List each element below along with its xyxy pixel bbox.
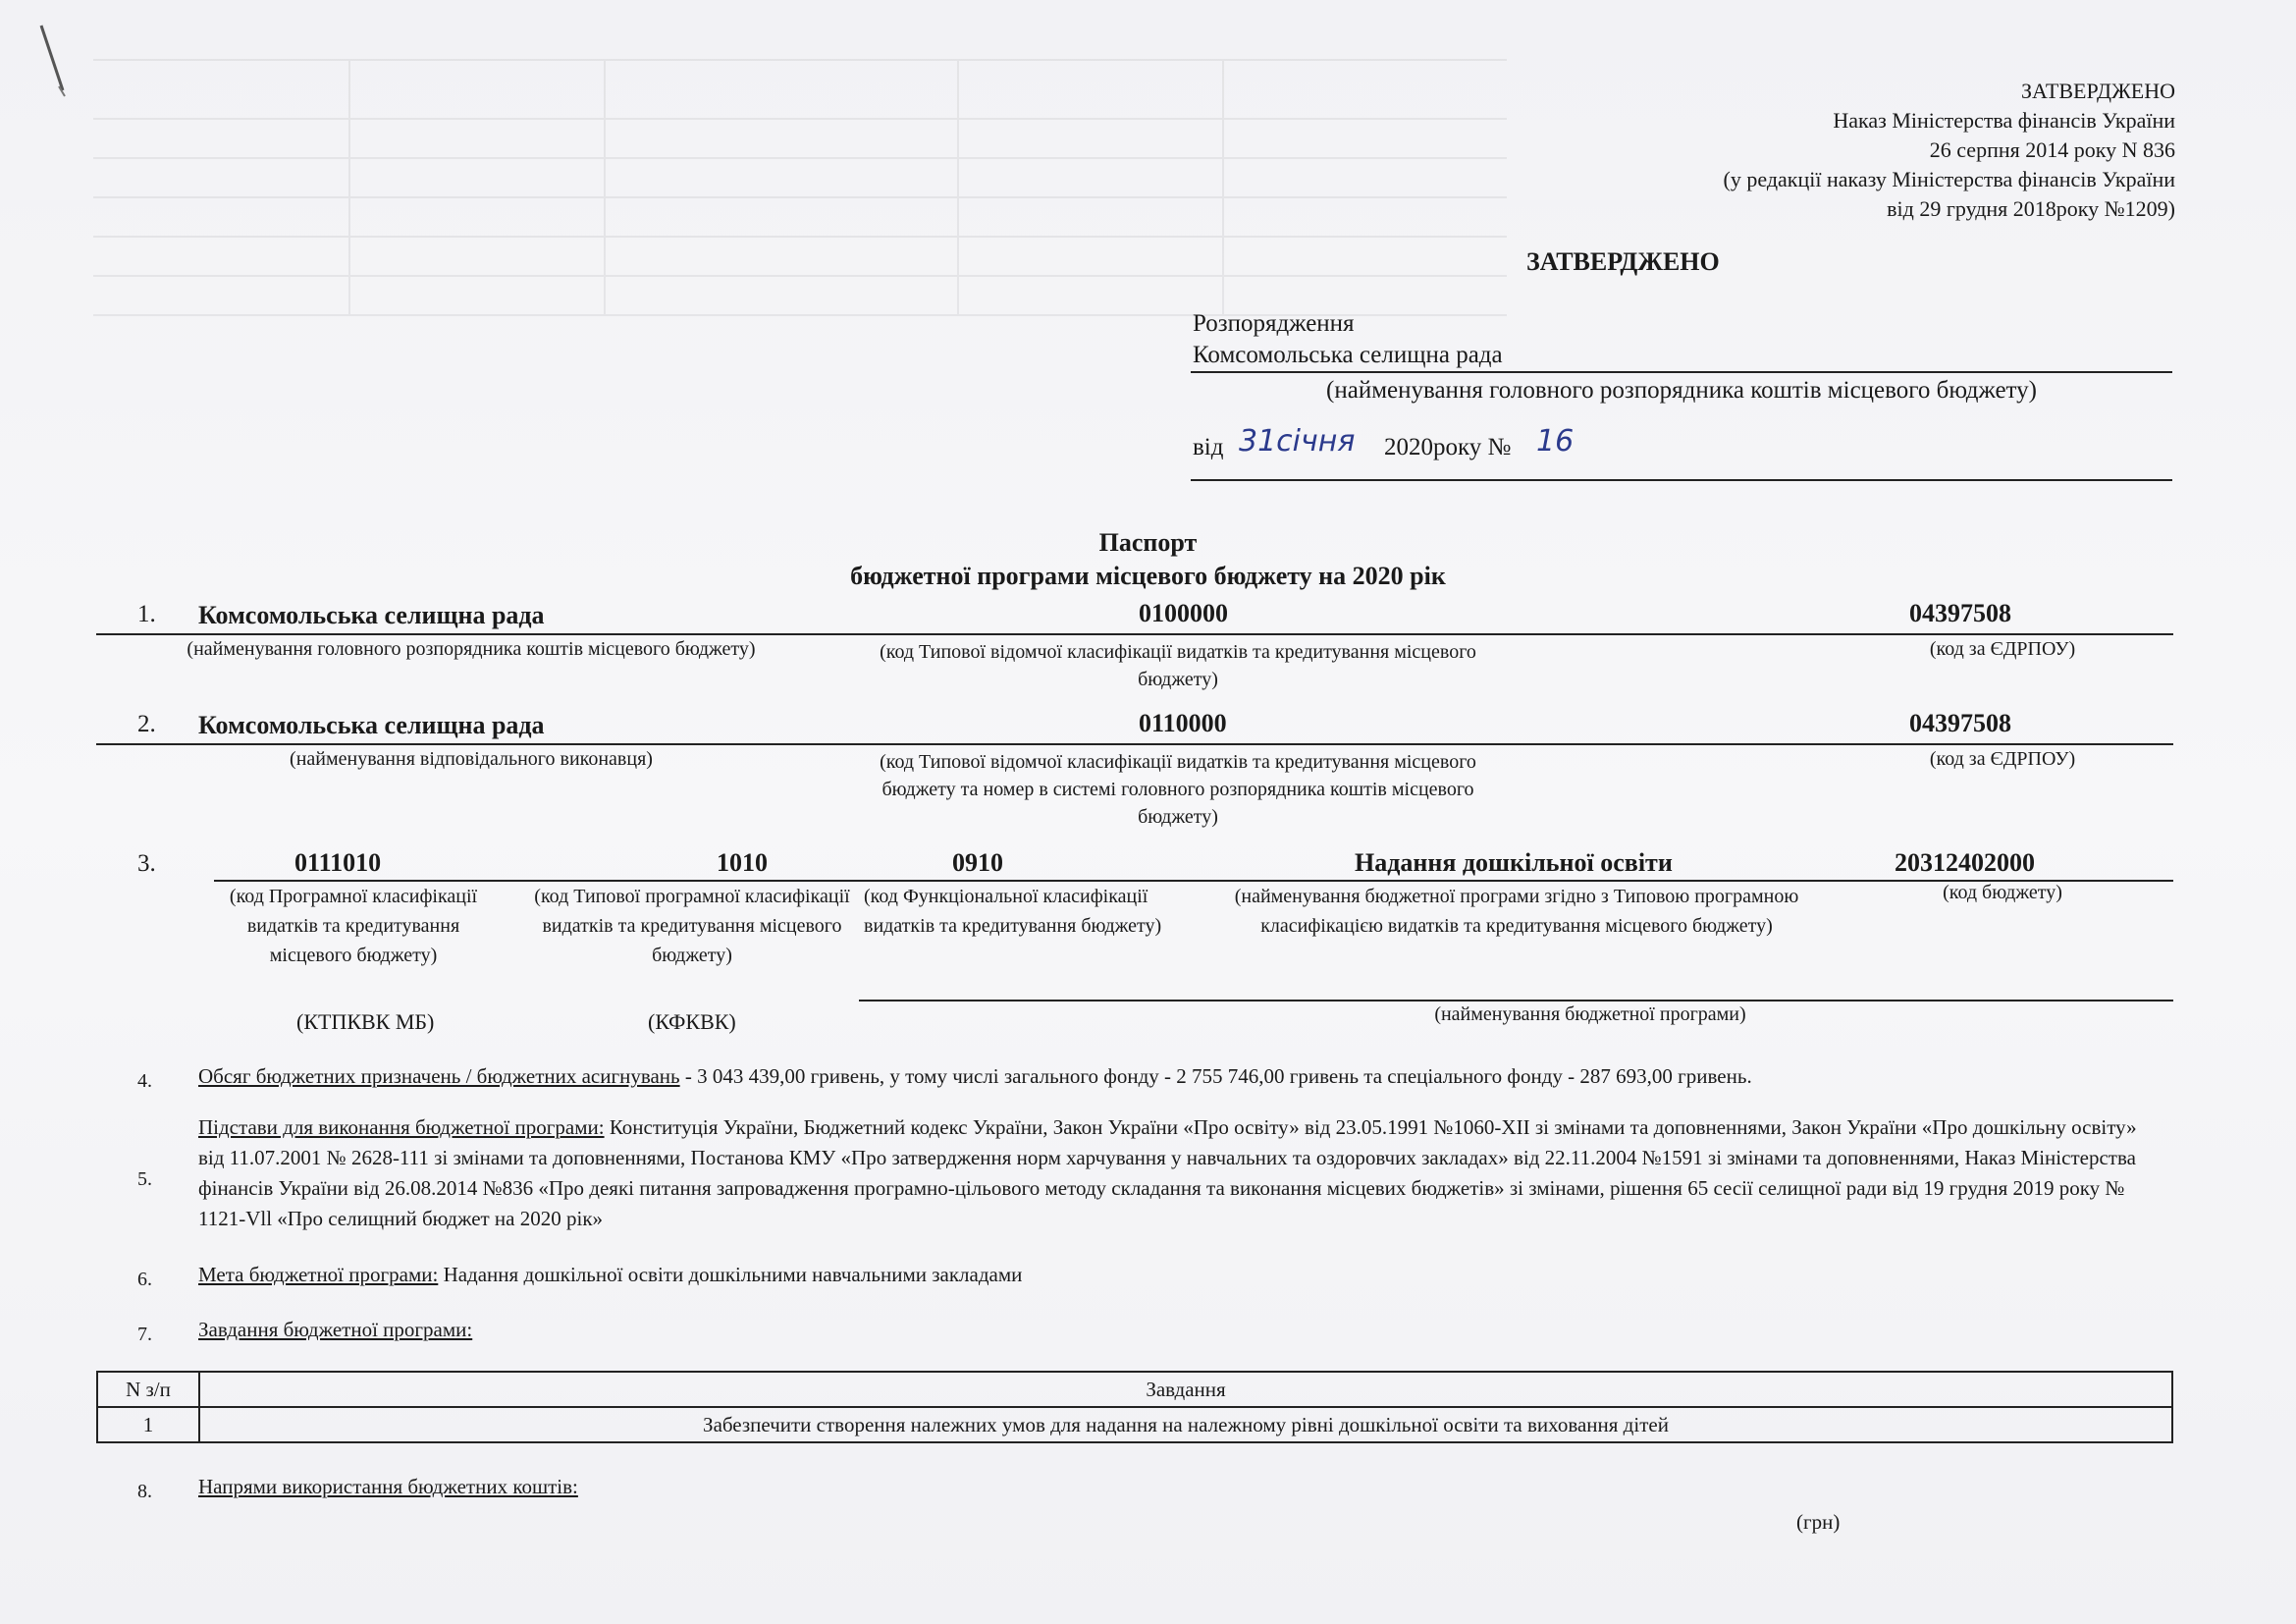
section-1-number: 1. — [137, 601, 156, 627]
section-8-label: Напрями використання бюджетних коштів: — [198, 1475, 578, 1498]
section-3-number: 3. — [137, 850, 156, 877]
bleed-through-shadow — [93, 59, 1585, 373]
section-3-caption-program: (найменування бюджетної програми) — [1434, 1003, 1746, 1025]
section-3-caption-func: (код Функціональної класифікації видатків та кредитування бюджету) — [864, 886, 1162, 937]
passport-title: Паспорт — [1098, 528, 1198, 557]
section-2-caption-name: (найменування відповідального виконавця) — [290, 748, 653, 770]
section-8-number: 8. — [137, 1481, 152, 1502]
section-2-edrpou: 04397508 — [1909, 709, 2011, 737]
order-org-caption: (найменування головного розпорядника коштів місцевого бюджету) — [1326, 377, 2037, 404]
section-3-kfkvk: 1010 — [717, 848, 768, 877]
approval-header — [1724, 77, 2175, 224]
staple-mark — [37, 22, 67, 100]
approval-line-3: 26 серпня 2014 року N 836 — [1929, 137, 2175, 162]
section-7-label: Завдання бюджетної програми: — [198, 1318, 473, 1341]
section-1-underline — [96, 633, 2173, 635]
section-3-program-name: Надання дошкільної освіти — [1355, 848, 1673, 877]
order-number-handwritten: 16 — [1536, 424, 1575, 459]
section-3-caption-ktpkvk: (код Програмної класифікації видатків та кредитування місцевого бюджету) — [229, 886, 478, 966]
section-3-abbr-kfkvk: (КФКВК) — [648, 1009, 736, 1034]
section-5-label: Підстави для виконання бюджетної програми: — [198, 1115, 605, 1139]
tasks-table — [96, 1371, 2173, 1443]
tasks-header-task: Завдання — [199, 1372, 2172, 1407]
section-3-budget-code: 20312402000 — [1895, 848, 2035, 877]
section-1-caption-edrpou: (код за ЄДРПОУ) — [1929, 638, 2076, 660]
approval-line-2: Наказ Міністерства фінансів України — [1833, 108, 2175, 133]
section-4-number: 4. — [137, 1070, 152, 1092]
section-2-underline — [96, 743, 2173, 745]
approval-line-4: (у редакції наказу Міністерства фінансів України — [1723, 167, 2175, 191]
approval-line-1: ЗАТВЕРДЖЕНО — [2020, 79, 2175, 103]
section-3-caption-budget: (код бюджету) — [1943, 882, 2062, 903]
section-5-text — [198, 1112, 2162, 1234]
section-5-number: 5. — [137, 1168, 152, 1190]
tasks-table-header — [97, 1372, 2172, 1407]
section-5-value: Конституція України, Бюджетний кодекс України, Закон України «Про освіту» від 23.05.1991 №1060-XII зі змінами та доповненнями, Закон України «Про дошкільну освіту» від 11.07.2001 № 2628-111 зі змінами та доповненнями, Постанова КМУ «Про затвердження норм харчування у навчальних та оздоровчих закладах» від 22.11.2004 №1591 зі змінами та доповненнями, Наказ Міністерства фінансів України від 26.08.2014 №836 «Про деякі питання запровадження програмно-цільового методу складання та виконання місцевих бюджетів» зі змінами, рішення 65 сесії селищної ради від 19 грудня 2019 року № 1121-Vll «Про селищний бюджет на 2020 рік» — [198, 1115, 2137, 1230]
section-3-ktpkvk: 0111010 — [294, 848, 382, 877]
section-1-code: 0100000 — [1139, 599, 1228, 627]
tasks-row-task: Забезпечити створення належних умов для надання на належному рівні дошкільної освіти та виховання дітей — [199, 1407, 2172, 1442]
section-1-name: Комсомольська селищна рада — [198, 601, 545, 629]
section-8-unit: (грн) — [1796, 1510, 1841, 1534]
order-date-prefix: від — [1193, 434, 1224, 460]
order-org-underline — [1191, 371, 2172, 373]
section-4-value: - 3 043 439,00 гривень, у тому числі загального фонду - 2 755 746,00 гривень та спеціального фонду - 287 693,00 гривень. — [679, 1064, 1752, 1088]
section-3-caption-kfkvk: (код Типової програмної класифікації видатків та кредитування місцевого бюджету) — [534, 886, 850, 966]
section-2-code: 0110000 — [1139, 709, 1227, 737]
section-6-label: Мета бюджетної програми: — [198, 1263, 439, 1286]
section-6-value: Надання дошкільної освіти дошкільними навчальними закладами — [438, 1263, 1023, 1286]
section-1-edrpou: 04397508 — [1909, 599, 2011, 627]
tasks-row-number: 1 — [97, 1407, 199, 1442]
order-date-handwritten: 31січня — [1239, 424, 1356, 459]
tasks-header-number: N з/п — [97, 1372, 199, 1407]
section-6-number: 6. — [137, 1269, 152, 1290]
section-3-abbr-ktpkvk: (КТПКВК МБ) — [296, 1009, 435, 1034]
section-2-number: 2. — [137, 711, 156, 737]
approved-title: ЗАТВЕРДЖЕНО — [1526, 247, 1720, 276]
section-2-caption-edrpou: (код за ЄДРПОУ) — [1929, 748, 2076, 770]
approval-line-5: від 29 грудня 2018року №1209) — [1887, 196, 2175, 221]
order-org-name: Комсомольська селищна рада — [1193, 342, 1503, 368]
table-row — [97, 1407, 2172, 1442]
section-2-caption-code: (код Типової відомчої класифікації видатків та кредитування місцевого бюджету та номер в системі головного розпорядника коштів місцевого бюджету) — [880, 751, 1476, 828]
section-3-func: 0910 — [952, 848, 1003, 877]
order-date-underline — [1191, 479, 2172, 481]
section-1-caption-code: (код Типової відомчої класифікації видатків та кредитування місцевого бюджету) — [880, 641, 1476, 690]
section-3-program-underline — [859, 1000, 2173, 1001]
section-4-label: Обсяг бюджетних призначень / бюджетних асигнувань — [198, 1064, 680, 1088]
section-1-caption-name: (найменування головного розпорядника коштів місцевого бюджету) — [187, 638, 756, 660]
section-6-text — [198, 1263, 1022, 1287]
order-label: Розпорядження — [1193, 310, 1355, 337]
section-4-text — [198, 1064, 1752, 1089]
passport-subtitle: бюджетної програми місцевого бюджету на 2020 рік — [850, 562, 1446, 590]
section-3-underline — [214, 880, 2173, 882]
order-date-suffix: 2020року № — [1384, 434, 1512, 460]
section-2-name: Комсомольська селищна рада — [198, 711, 545, 739]
section-7-number: 7. — [137, 1324, 152, 1345]
section-3-caption-name: (найменування бюджетної програми згідно з Типовою програмною класифікацією видатків та кредитування місцевого бюджету) — [1234, 886, 1799, 937]
